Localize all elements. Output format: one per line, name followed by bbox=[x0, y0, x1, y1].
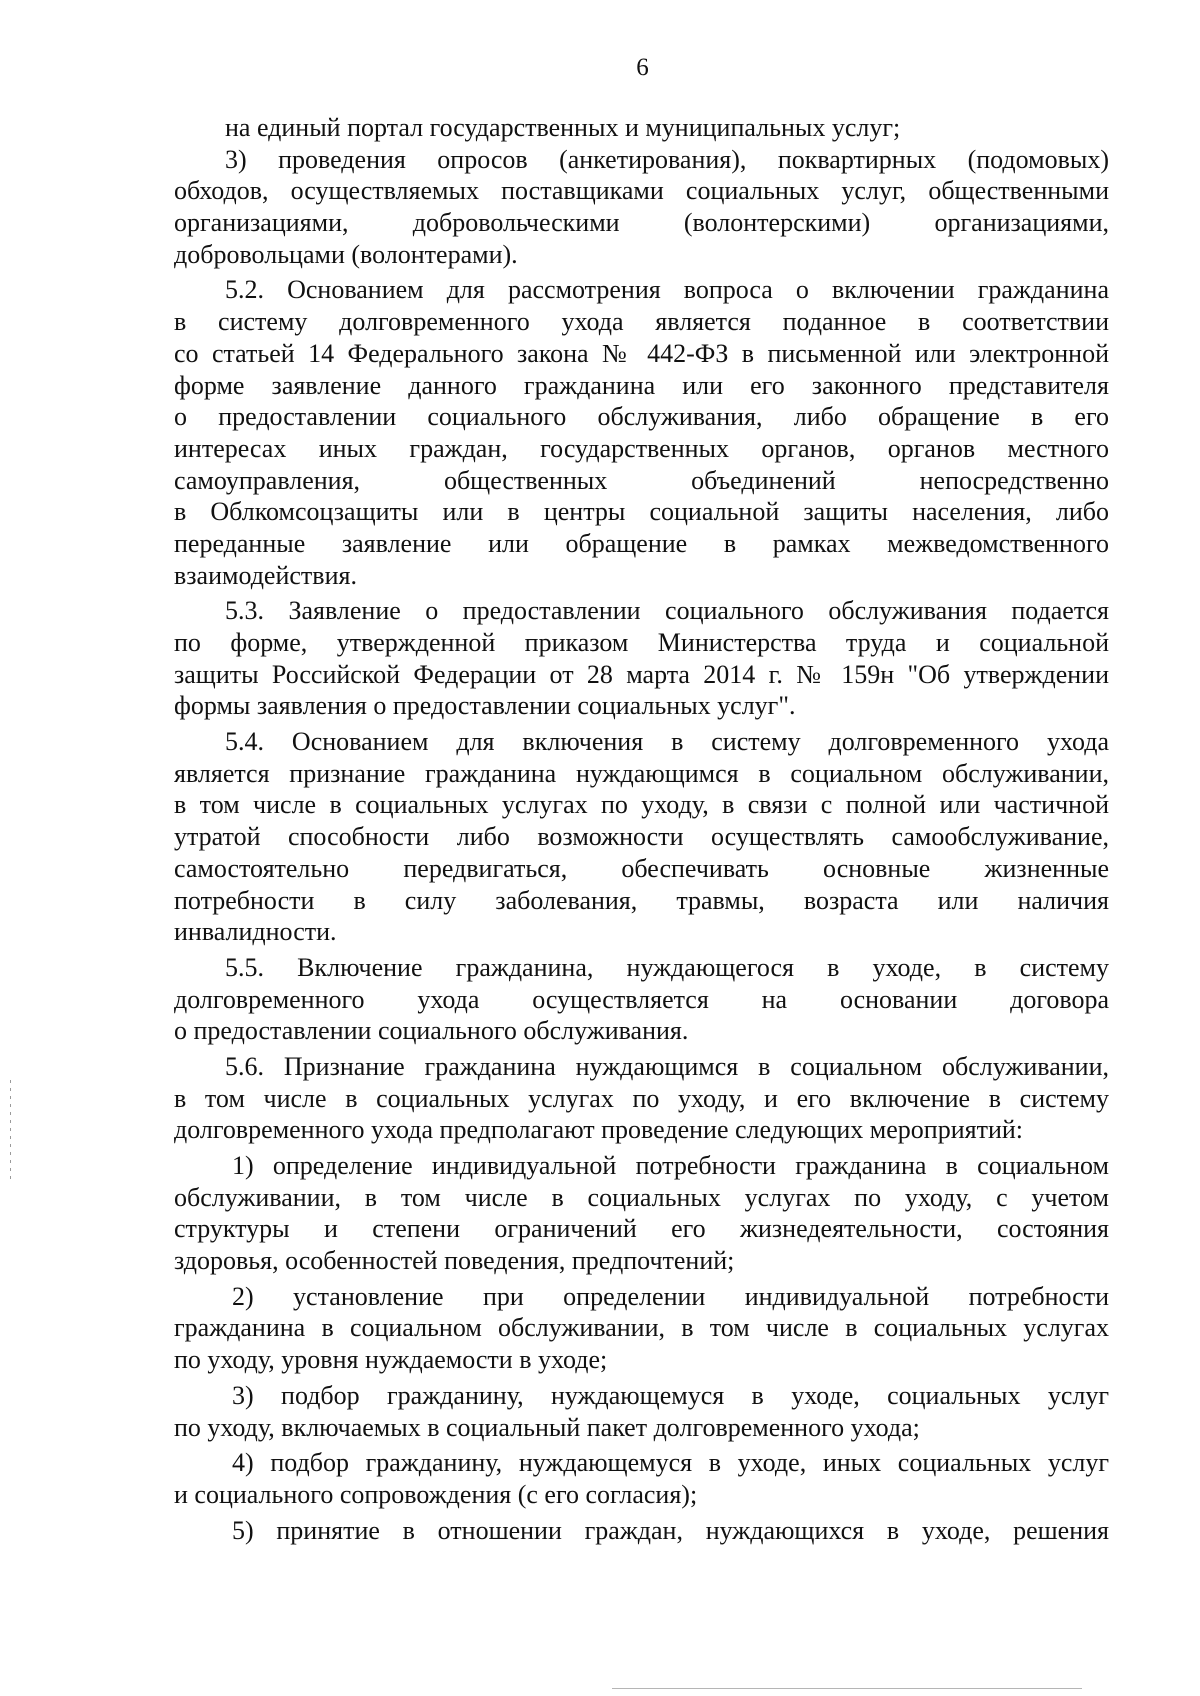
text-line: по уходу, включаемых в социальный пакет долговременного ухода; bbox=[174, 1412, 920, 1442]
text-line: гражданина в социальном обслуживании, в том числе в социальных услугах bbox=[174, 1313, 1109, 1343]
text-line: на единый портал государственных и муниципальных услуг; bbox=[225, 113, 901, 142]
text-line: долговременного ухода предполагают проведение следующих мероприятий: bbox=[174, 1115, 1023, 1145]
text-line: здоровья, особенностей поведения, предпочтений; bbox=[174, 1246, 735, 1276]
text-line: утратой способности либо возможности осуществлять самообслуживание, bbox=[174, 822, 1109, 852]
text-line: интересах иных граждан, государственных органов, органов местного bbox=[174, 433, 1109, 463]
text-line: 2) установление при определении индивидуальной потребности bbox=[232, 1281, 1109, 1311]
text-line: самоуправления, общественных объединений непосредственно bbox=[174, 465, 1109, 495]
text-line: 1) определение индивидуальной потребности гражданина в социальном bbox=[232, 1151, 1109, 1180]
text-line: переданные заявление или обращение в рамках межведомственного bbox=[174, 528, 1109, 558]
text-line: долговременного ухода осуществляется на основании договора bbox=[174, 984, 1109, 1014]
text-line: 4) подбор гражданину, нуждающемуся в уходе, иных социальных услуг bbox=[232, 1448, 1109, 1478]
text-line: структуры и степени ограничений его жизнедеятельности, состояния bbox=[174, 1214, 1109, 1244]
text-line: в том числе в социальных услугах по уходу, и его включение в систему bbox=[174, 1083, 1109, 1113]
text-line: в систему долговременного ухода является поданное в соответствии bbox=[174, 307, 1109, 337]
text-line: по форме, утвержденной приказом Министерства труда и социальной bbox=[174, 628, 1109, 657]
text-line: 5) принятие в отношении граждан, нуждающихся в уходе, решения bbox=[232, 1515, 1109, 1545]
text-line: формы заявления о предоставлении социальных услуг". bbox=[174, 691, 796, 721]
text-line: 5.6. Признание гражданина нуждающимся в социальном обслуживании, bbox=[225, 1051, 1109, 1081]
text-line: самостоятельно передвигаться, обеспечивать основные жизненные bbox=[174, 853, 1109, 883]
text-line: является признание гражданина нуждающимся в социальном обслуживании, bbox=[174, 758, 1109, 788]
document-body bbox=[174, 112, 1109, 1546]
text-line: и социального сопровождения (с его согласия); bbox=[174, 1479, 698, 1509]
text-line: организациями, добровольческими (волонтерскими) организациями, bbox=[174, 208, 1109, 238]
text-line: потребности в силу заболевания, травмы, возраста или наличия bbox=[174, 885, 1109, 915]
text-line: добровольцами (волонтерами). bbox=[174, 239, 518, 269]
text-line: со статьей 14 Федерального закона № 442-ФЗ в письменной или электронной bbox=[174, 338, 1109, 368]
text-line: обслуживании, в том числе в социальных услугах по уходу, с учетом bbox=[174, 1182, 1109, 1212]
text-line: в Облкомсоцзащиты или в центры социальной защиты населения, либо bbox=[174, 497, 1109, 527]
text-line: 5.5. Включение гражданина, нуждающегося в уходе, в систему bbox=[225, 952, 1109, 982]
text-line: обходов, осуществляемых поставщиками социальных услуг, общественными bbox=[174, 176, 1109, 206]
text-line: инвалидности. bbox=[174, 917, 337, 947]
page-number: 6 bbox=[636, 54, 649, 81]
text-line: о предоставлении социального обслуживания, либо обращение в его bbox=[174, 402, 1109, 432]
text-line: 5.2. Основанием для рассмотрения вопроса о включении гражданина bbox=[225, 275, 1109, 305]
text-line: 3) подбор гражданину, нуждающемуся в уходе, социальных услуг bbox=[232, 1380, 1109, 1410]
text-line: форме заявление данного гражданина или его законного представителя bbox=[174, 370, 1109, 400]
text-line: 3) проведения опросов (анкетирования), поквартирных (подомовых) bbox=[225, 144, 1109, 174]
text-line: 5.3. Заявление о предоставлении социального обслуживания подается bbox=[225, 596, 1109, 626]
text-line: о предоставлении социального обслуживания. bbox=[174, 1016, 689, 1046]
text-line: взаимодействия. bbox=[174, 560, 357, 590]
scan-margin-mark bbox=[10, 1080, 11, 1180]
text-line: по уходу, уровня нуждаемости в уходе; bbox=[174, 1345, 608, 1375]
text-line: 5.4. Основанием для включения в систему долговременного ухода bbox=[225, 727, 1109, 757]
scan-bottom-rule bbox=[612, 1688, 1082, 1689]
text-line: защиты Российской Федерации от 28 марта 2014 г. № 159н "Об утверждении bbox=[174, 659, 1109, 689]
text-line: в том числе в социальных услугах по уходу, в связи с полной или частичной bbox=[174, 790, 1109, 820]
